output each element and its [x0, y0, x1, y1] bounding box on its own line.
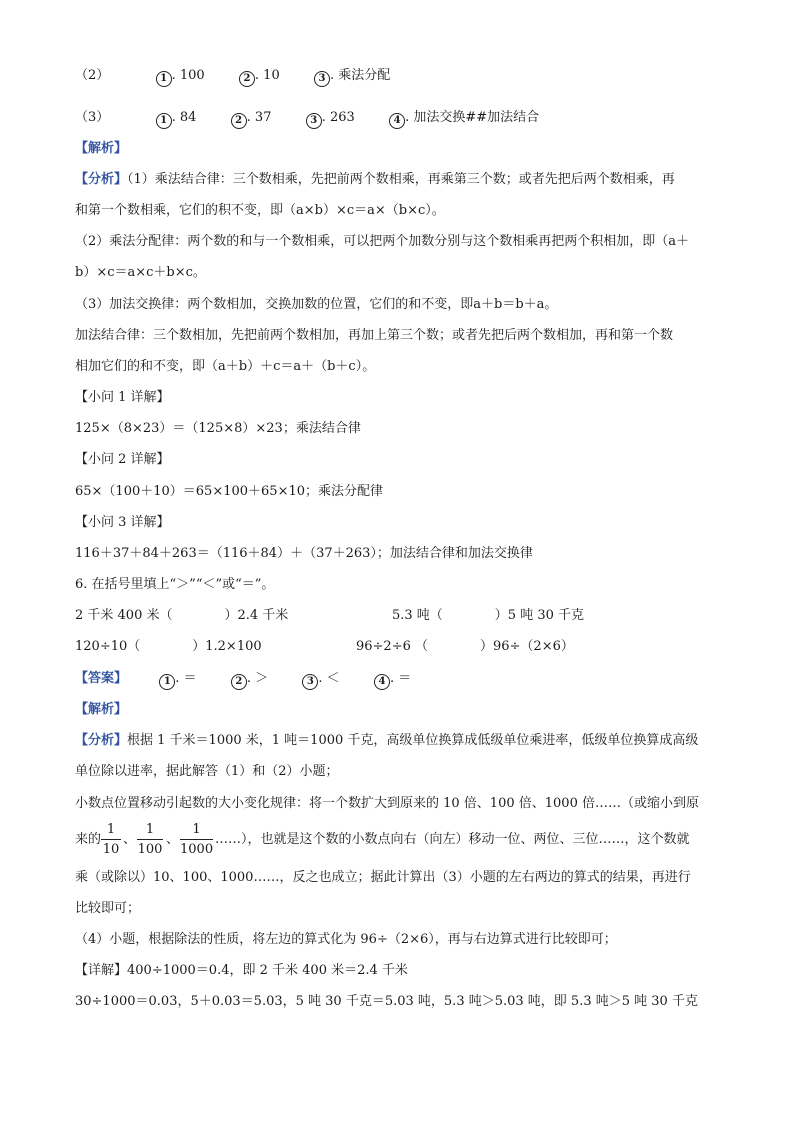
circled-number: 2 [231, 674, 247, 690]
fenxi-label: 【分析】 [75, 733, 128, 748]
circled-number: 1 [156, 71, 172, 87]
sub-question-title: 【小问 2 详解】 [75, 452, 170, 467]
jiexi-label: 【解析】 [75, 702, 128, 717]
answer-row-q5-2: （2） 1 . 100 2 . 10 3 . 乘法分配 [75, 68, 390, 87]
circled-number: 3 [302, 674, 318, 690]
detail-line: 30÷1000＝0.03，5＋0.03＝5.03，5 吨 30 千克＝5.03 吨，5.3 吨＞5.03 吨，即 5.3 吨＞5 吨 30 千克 [75, 994, 698, 1009]
answer-row-q5-3: （3） 1 . 84 2 . 37 3 . 263 4 . 加法交换##加法结合 [75, 110, 539, 129]
analysis-line: （2）乘法分配律：两个数的和与一个数相乘，可以把两个加数分别与这个数相乘再把两个积相加，即（a＋ [75, 234, 690, 249]
analysis-line: （3）加法交换律：两个数相加，交换加数的位置，它们的和不变，即a＋b＝b＋a。 [75, 297, 558, 312]
fraction-separator: 、 [166, 832, 180, 847]
fraction-1-1000: 1 1000 [180, 822, 214, 857]
circled-number: 1 [159, 674, 175, 690]
analysis-line: 比较即可； [75, 901, 141, 916]
circled-number: 4 [389, 113, 405, 129]
fraction-1-100: 1 100 [137, 822, 163, 857]
fenxi-label: 【分析】 [75, 172, 128, 187]
analysis-line: 相加它们的和不变，即（a＋b）＋c＝a＋（b＋c）。 [75, 359, 376, 374]
sub-question-title: 【小问 3 详解】 [75, 515, 170, 530]
circled-number: 4 [374, 674, 390, 690]
analysis-line: 【分析】（1）乘法结合律：三个数相乘，先把前两个数相乘，再乘第三个数；或者先把后两个数相乘，再 [75, 172, 675, 187]
question-row-right: 5.3 吨（ ）5 吨 30 千克 [392, 608, 585, 623]
analysis-line: 小数点位置移动引起数的大小变化规律：将一个数扩大到原来的 10 倍、100 倍、1000 倍……（或缩小到原 [75, 796, 699, 811]
analysis-line: （4）小题，根据除法的性质，将左边的算式化为 96÷（2×6），再与右边算式进行比较即可； [75, 932, 617, 947]
detail-label: 【详解】 [75, 963, 128, 978]
circled-number: 3 [314, 71, 330, 87]
analysis-line-post: ……），也就是这个数的小数点向右（向左）移动一位、两位、三位……，这个数就 [215, 832, 690, 847]
analysis-line: 乘（或除以）10、100、1000……，反之也成立；据此计算出（3）小题的左右两边的算式的结果，再进行 [75, 870, 691, 885]
question-row-left: 120÷10（ ）1.2×100 [75, 639, 262, 654]
circled-number: 1 [156, 113, 172, 129]
analysis-line: 加法结合律：三个数相加，先把前两个数相加，再加上第三个数；或者先把后两个数相加，再和第一个数 [75, 328, 674, 343]
question-row-right: 96÷2÷6 （ ）96÷（2×6） [356, 639, 574, 654]
question-title: 6. 在括号里填上“＞”“＜”或“＝”。 [75, 577, 275, 592]
jiexi-label: 【解析】 [75, 141, 128, 156]
circled-number: 2 [231, 113, 247, 129]
sub-answer: 65×（100＋10）＝65×100＋65×10；乘法分配律 [75, 484, 384, 499]
analysis-line-pre: 来的 [75, 832, 102, 847]
question-row-left: 2 千米 400 米（ ）2.4 千米 [75, 608, 289, 623]
answer-row-q6: 【答案】 1 . ＝ 2 . ＞ 3 . ＜ 4 . ＝ [75, 671, 411, 690]
detail-line: 【详解】400÷1000＝0.4，即 2 千米 400 米＝2.4 千米 [75, 963, 408, 978]
fraction-1-10: 1 10 [102, 822, 120, 857]
sub-question-title: 【小问 1 详解】 [75, 390, 170, 405]
analysis-line: 单位除以进率，据此解答（1）和（2）小题； [75, 764, 339, 779]
analysis-line: b）×c＝a×c＋b×c。 [75, 265, 206, 280]
fraction-separator: 、 [123, 832, 137, 847]
analysis-line: 【分析】根据 1 千米＝1000 米，1 吨＝1000 千克，高级单位换算成低级单位乘进率，低级单位换算成高级 [75, 733, 699, 748]
sub-answer: 125×（8×23）＝（125×8）×23；乘法结合律 [75, 421, 361, 436]
circled-number: 2 [239, 71, 255, 87]
answer-label: 【答案】 [75, 671, 128, 686]
analysis-line: 和第一个数相乘，它们的积不变，即（a×b）×c＝a×（b×c）。 [75, 203, 445, 218]
circled-number: 3 [306, 113, 322, 129]
sub-answer: 116＋37＋84＋263＝（116＋84）＋（37＋263）；加法结合律和加法交换律 [75, 546, 533, 561]
